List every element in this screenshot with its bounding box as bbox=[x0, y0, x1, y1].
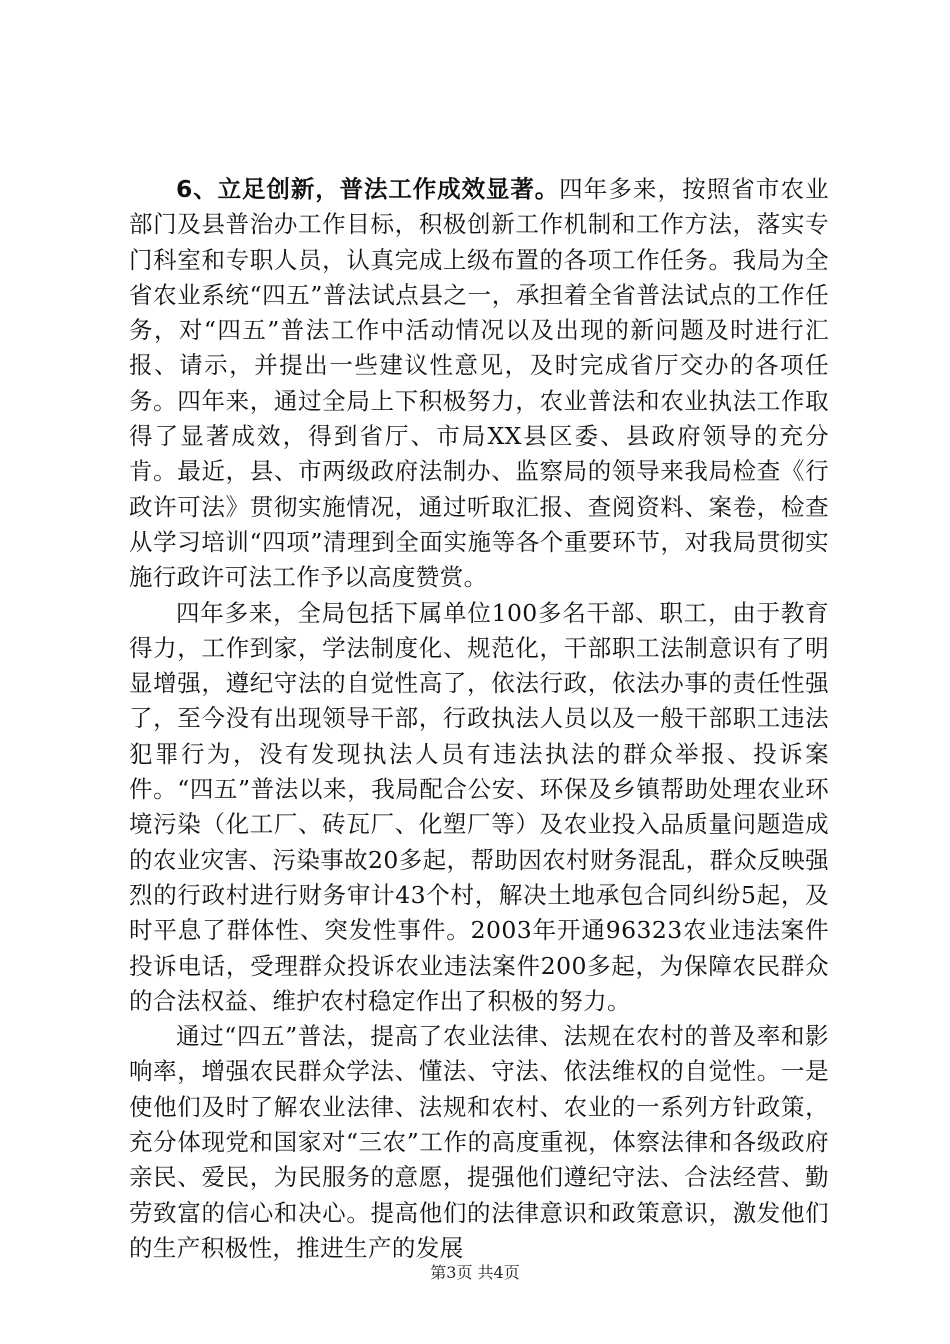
paragraph-1 bbox=[129, 172, 829, 596]
paragraph-2 bbox=[129, 596, 829, 1020]
paragraph-text: 通过“四五”普法，提高了农业法律、法规在农村的普及率和影响率，增强农民群众学法、懂法、守法、依法维权的自觉性。一是使他们及时了解农业法律、法规和农村、农业的一系列方针政策，充分体现党和国家对“三农”工作的高度重视，体察法律和各级政府亲民、爱民，为民服务的意愿，提强他们遵纪守法、合法经营、勤劳致富的信心和决心。提高他们的法律意识和政策意识，激发他们的生产积极性，推进生产的发展 bbox=[129, 1022, 829, 1262]
document-body bbox=[129, 172, 829, 1266]
paragraph-text: 四年多来，全局包括下属单位100多名干部、职工，由于教育得力，工作到家，学法制度化、规范化，干部职工法制意识有了明显增强，遵纪守法的自觉性高了，依法行政，依法办事的责任性强了，至今没有出现领导干部，行政执法人员以及一般干部职工违法犯罪行为，没有发现执法人员有违法执法的群众举报、投诉案件。“四五”普法以来，我局配合公安、环保及乡镇帮助处理农业环境污染（化工厂、砖瓦厂、化塑厂等）及农业投入品质量问题造成的农业灾害、污染事故20多起，帮助因农村财务混乱，群众反映强烈的行政村进行财务审计43个村，解决土地承包合同纠纷5起，及时平息了群体性、突发性事件。2003年开通96323农业违法案件投诉电话，受理群众投诉农业违法案件200多起，为保障农民群众的合法权益、维护农村稳定作出了积极的努力。 bbox=[129, 598, 829, 1015]
section-heading: 6、立足创新，普法工作成效显著。 bbox=[176, 175, 560, 203]
page-footer: 第3页 共4页 bbox=[430, 1263, 520, 1282]
paragraph-3 bbox=[129, 1019, 829, 1266]
paragraph-text: 四年多来，按照省市农业部门及县普治办工作目标，积极创新工作机制和工作方法，落实专门科室和专职人员，认真完成上级布置的各项工作任务。我局为全省农业系统“四五”普法试点县之一，承担着全省普法试点的工作任务，对“四五”普法工作中活动情况以及出现的新问题及时进行汇报、请示，并提出一些建议性意见，及时完成省厅交办的各项任务。四年来，通过全局上下积极努力，农业普法和农业执法工作取得了显著成效，得到省厅、市局XX县区委、县政府领导的充分肯。最近，县、市两级政府法制办、监察局的领导来我局检查《行政许可法》贯彻实施情况，通过听取汇报、查阅资料、案卷，检查从学习培训“四项”清理到全面实施等各个重要环节，对我局贯彻实施行政许可法工作予以高度赞赏。 bbox=[129, 175, 829, 592]
